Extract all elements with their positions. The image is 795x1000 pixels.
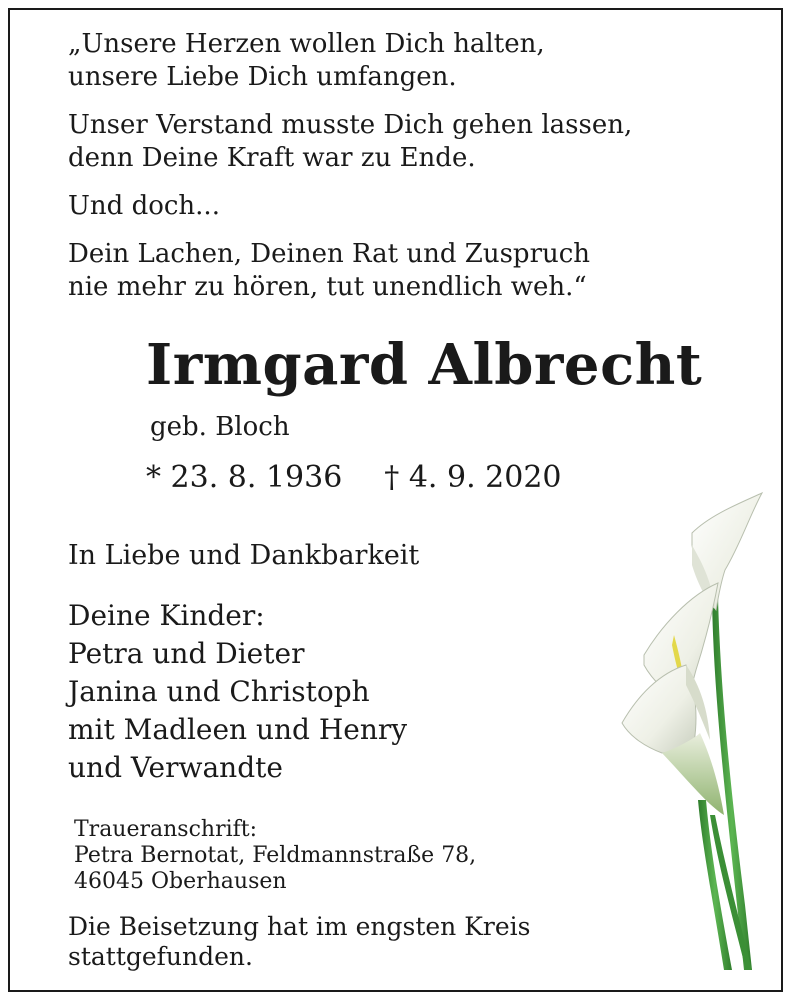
poem-line: Unser Verstand musste Dich gehen lassen, (68, 110, 633, 140)
funeral-line: Die Beisetzung hat im engsten Kreis (68, 912, 531, 941)
poem-line: unsere Liebe Dich umfangen. (68, 62, 457, 92)
calla-lily-icon (600, 485, 785, 975)
funeral-notice (68, 912, 530, 972)
poem-line: denn Deine Kraft war zu Ende. (68, 143, 476, 173)
address-city: 46045 Oberhausen (74, 869, 287, 894)
maiden-name: geb. Bloch (150, 412, 290, 442)
poem-stanza-2 (68, 109, 708, 175)
mourner-line: Deine Kinder: (68, 599, 265, 632)
poem (68, 28, 708, 319)
mourner-line: Janina und Christoph (68, 675, 370, 708)
poem-line: Und doch... (68, 191, 220, 221)
funeral-line: stattgefunden. (68, 942, 253, 971)
mourner-line: mit Madleen und Henry (68, 713, 408, 746)
life-dates (146, 460, 562, 495)
poem-stanza-4 (68, 238, 708, 304)
mourner-line: Petra und Dieter (68, 637, 305, 670)
closing-line: In Liebe und Dankbarkeit (68, 540, 420, 571)
poem-line: „Unsere Herzen wollen Dich halten, (68, 29, 545, 59)
death-date: † 4. 9. 2020 (384, 460, 562, 495)
poem-line: Dein Lachen, Deinen Rat und Zuspruch (68, 239, 591, 269)
address-label: Traueranschrift: (74, 817, 258, 842)
poem-line: nie mehr zu hören, tut unendlich weh.“ (68, 272, 587, 302)
deceased-name: Irmgard Albrecht (146, 332, 703, 398)
birth-date: * 23. 8. 1936 (146, 460, 343, 495)
poem-stanza-3 (68, 190, 708, 223)
mourner-line: und Verwandte (68, 751, 283, 784)
address-street: Petra Bernotat, Feldmannstraße 78, (74, 843, 477, 868)
mourners-list (68, 597, 407, 787)
mourning-address (74, 817, 476, 895)
poem-stanza-1 (68, 28, 708, 94)
